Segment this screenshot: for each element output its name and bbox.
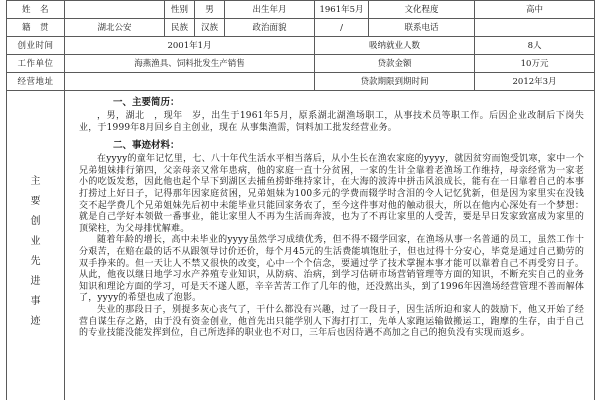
work-unit-value: 海燕渔具、饲料批发生产销售 <box>65 55 315 73</box>
side-char: 进 <box>30 276 41 287</box>
address-value <box>65 73 315 91</box>
phone-label: 联系电话 <box>369 19 475 37</box>
section-title-deeds: 二、事迹材料： <box>113 140 180 152</box>
name-label: 姓 名 <box>7 1 65 19</box>
deeds-content <box>65 91 595 400</box>
side-char: 创 <box>30 216 41 227</box>
side-char: 要 <box>30 196 41 207</box>
loan-due-value: 2012年3月 <box>475 73 595 91</box>
origin-value: 湖北公安 <box>65 19 165 37</box>
entrepreneur-info-table <box>6 0 595 400</box>
name-value <box>65 1 165 19</box>
jobs-created-label: 吸纳就业人数 <box>315 37 475 55</box>
ethnicity-value: 汉族 <box>195 19 225 37</box>
gender-label: 性别 <box>165 1 195 19</box>
address-label: 经营地址 <box>7 73 65 91</box>
loan-amount-value: 10万元 <box>475 55 595 73</box>
politics-value: / <box>315 19 369 37</box>
start-time-label: 创业时间 <box>7 37 65 55</box>
form-row-unit <box>7 55 595 73</box>
origin-label: 籍 贯 <box>7 19 65 37</box>
form-row-address <box>7 73 595 91</box>
resume-paragraph: ，男，湖北 ，现年 岁，出生于1961年5月，原系湖北湖渔场职工，从事技术员等职工作。后因企业改制后下岗失业，于1999年8月回乡自主创业，现在 从事集渔需，饲料加工批发经营业务。 <box>79 111 585 133</box>
education-value: 高中 <box>475 1 595 19</box>
loan-due-label: 贷款期限到期时间 <box>315 73 475 91</box>
birth-label: 出生年月 <box>225 1 315 19</box>
side-char: 业 <box>30 236 41 247</box>
gender-value: 男 <box>195 1 225 19</box>
deeds-paragraph-2: 随着年龄的增长，高中未毕业的yyyy虽然学习成绩优秀，但不得不辍学回家，在渔场从事一名普通的员工，虽然工作十分艰苦，在赔在最的话不从跟领导讨价还价，每个月45元的生活费能填饱肚子，但也过得十分安心，毕竟是通过自己勤劳的双手挣来的。但一天让人不禁又很快的改变，心中一个个信念，要通过学了技术掌握本事才能可以靠着自己不再受穷日子。从此，他夜以继日地学习水产养殖专业知识，从防病、治病，到学习估研市场营销管理等方面的知识，不断充实自己的业务知识和理论方面的学习，可是天不遂人愿，辛辛苦苦工作了几年的他，还没熬出头，到了1996年因渔场经营管理不善而解体了，yyyy的希望也成了泡影。 <box>79 235 585 304</box>
side-char: 迹 <box>30 316 41 327</box>
side-char: 主 <box>30 176 41 187</box>
side-char: 事 <box>30 296 41 307</box>
jobs-created-value: 8人 <box>475 37 595 55</box>
side-char: 先 <box>30 256 41 267</box>
politics-label: 政治面貌 <box>225 19 315 37</box>
education-label: 文化程度 <box>369 1 475 19</box>
loan-amount-label: 贷款金额 <box>315 55 475 73</box>
work-unit-label: 工作单位 <box>7 55 65 73</box>
form-row-start <box>7 37 595 55</box>
birth-value: 1961年5月 <box>315 1 369 19</box>
form-row-origin <box>7 19 595 37</box>
phone-value <box>475 19 595 37</box>
deeds-paragraph-3: 失业的那段日子，别提多灰心丧气了，干什么都没有兴趣，过了一段日子，因生活所迫和家人的鼓励下，他又开始了经营自谋生存之路，由于没有资金创业，他首先出只能学别人下海打打工，先单人家跑运输做搬运工，跑摩的生存，由于自己的专业技能没能发挥到位，自己所选择的职业也不对口，三年后也因待遇不高加之自己的抱负没有实现而返乡。 <box>79 304 585 339</box>
start-time-value: 2001年1月 <box>65 37 315 55</box>
deeds-paragraph-1: 在yyyy的童年记忆里，七、八十年代生活水平相当落后，从小生长在渔农家庭的yyyy，就因贫穷而饱受饥寒，家中一个兄弟姐妹排行第四，父亲母亲又常年患病，他的家庭一直十分贫困，一家的生计全靠着老渔场工作维持，母亲经常为一家老小的吃饭发愁，因此他也起个早下到湖区去捕鱼捞虾维持家计，在大海的波涛中拼击风浪成长，能有在一日靠着自己的本事打捞过上好日子，记得那年因家庭贫困，兄弟姐妹为100多元的学费而辍学时含泪的令人记忆犹新，但是因为家里实在没钱交不起学费几个兄弟姐妹先后初中未能毕业只能回家务农了，至今这件事对他的触动很大，所以在他内心深处有一个梦想：就是自己学好本领做一番事业，能让家里人不再为生活而奔波，也为了不再让家里的人受苦，要是早日发家致富成为家里的顶梁柱，为父母排忧解难。 <box>79 154 585 234</box>
form-row-name <box>7 1 595 19</box>
section-title-resume: 一、主要简历： <box>113 97 180 108</box>
ethnicity-label: 民族 <box>165 19 195 37</box>
deeds-side-label <box>7 91 65 400</box>
form-row-deeds <box>7 91 595 400</box>
